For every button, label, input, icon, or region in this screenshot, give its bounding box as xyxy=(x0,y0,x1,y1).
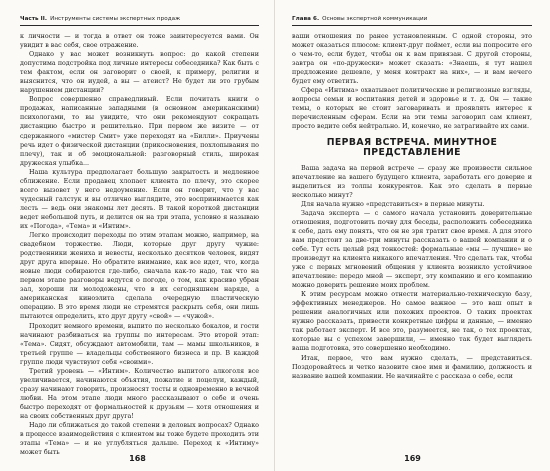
running-head-part: Часть II. xyxy=(20,16,48,22)
paragraph: Проходит немного времени, выпито по несколько бокалов, и гости начинают разбиваться на группы по интересам. Это второй этап: «Тема». Сидят, обсуждают автомобили, там — мамы школьников, в третьей группе — владельцы собственного бизнеса и пр. В каждой группе люди чувствуют себя «своими». xyxy=(20,322,259,366)
paragraph: Сфера «Интима» охватывает политические и религиозные взгляды, вопросы семьи и воспитания детей и здоровье и т. д. Он — такие темы, о которых не стоит заговаривать и проявлять интерес к перечисленным сферам. Если на эти темы заговорил сам клиент, просто ведите себя нейтрально. И, конечно, не затрагивайте их сами. xyxy=(292,87,532,131)
paragraph: Надо ли сближаться до такой степени в деловых вопросах? Однако в процессе взаимодействия с клиентом вы тоже будете проходить эти этапы «Тема» — и не углубляться дальше. Переход к «Интиму» может быть xyxy=(20,422,259,457)
paragraph: Для начала нужно «представиться» в первые минуты. xyxy=(301,200,485,208)
paragraph: Итак, первое, что вам нужно сделать, — представиться. Поздоровайтесь и четко назовите свое имя и фамилию, должность и название вашей компании. Не начинайте с рассказа о себе, если xyxy=(292,354,532,380)
paragraph: Наша культура предполагает большую закрытость и медленное сближение. Если продавец хлопает клиента по плечу, это скорее всего вызовет у него недоумение. Если он говорит, что у вас чудесный галстук и вы отлично выглядите, это воспринимается как лесть — ведь они знакомы лет десять. В такой короткой дистанции ведет небольшой путь, и делится он на три этапа, условно я называю их «Погода», «Тема» и «Интим». xyxy=(20,168,259,230)
paragraph: Однако у вас может возникнуть вопрос: до какой степени допустима подстройка под личные интересы собеседника? Как быть с тем фактом, если он заговорит о своей, к примеру, религии и выяснится, что он иудей, а вы — атеист? Не будет ли это грубым нарушением дистанции? xyxy=(20,51,259,95)
running-head-chapter: Глава 6. xyxy=(292,16,320,22)
right-page-body xyxy=(292,32,532,381)
right-page-body-top xyxy=(292,32,532,132)
paragraph: Третий уровень — «Интим». Количество выпитого алкоголя все увеличивается, начинаются объятия, пожатие и поцелуи, каждый, сразу начинают говорить, произносят тосты и одновременно в вечной любви. На этом этапе люди много рассказывают о себе и очень быстро переходят от формальностей к друзьям — хотя отношения и на своих собственных друг друга! xyxy=(20,367,259,420)
paragraph: Легко происходит переходы по этим этапам можно, например, на свадебном торжестве. Люди, которые друг другу чужие: родственники жениха и невесты, несколько десятков человек, видят друг друга впервые. Но обратите внимание, как все идет, что, когда новые люди собираются где-либо, сначала как-то надо, так что на первом этапе разговоры ведутся о погоде, о том, как красиво убран зал, хороши ли молодожены, что в их сегодняшнем наряде, а американская киноэлита сделала очередную пластическую операцию. В это время люди не стремятся раскрыть себя, они лишь пытаются определить, кто друг другу «свой» — «чужой». xyxy=(20,232,259,321)
running-head-right xyxy=(292,0,532,26)
paragraph: Задача эксперта — с самого начала установить доверительные отношения, подготовить почву для беседы, расположить собеседника к себе, дать ему понять, что он не зря тратит свое время. А для этого вам предстоит за две-три минуты рассказать о вашей компании и о себе. Тут есть целый ряд тонкостей: формальные «мы — лучшие» не произведут на клиента никакого впечатления. Что сделать так, чтобы уже с первых мгновений общения у клиента возникло устойчивое впечатление: передо мной — эксперт, эту компанию и его компанию можно доверить решение моих проблем. xyxy=(292,209,532,290)
page-number-right: 169 xyxy=(404,454,421,463)
running-head-left xyxy=(20,0,259,26)
paragraph: ваши отношения по ранее установленным. С одной стороны, это может оказаться плюсом: клиент-друг поймет, если вы попросите его о чем-то, если будет, чтобы он к вам привязан. С другой стороны, завтра он «по-дружески» может сказать: «Знаешь, я тут нашел предложение дешевле, у меня контракт на них», — и вам нечего будет ему ответить. xyxy=(292,33,532,86)
page-number-left: 168 xyxy=(129,454,146,463)
paragraph: Ваша задача на первой встрече — сразу же произвести сильное впечатление на вашего будущего клиента, заработать его доверие и выделиться из толпы конкурентов. Как это сделать в первые несколько минут? xyxy=(292,164,532,199)
paragraph: К этим ресурсам можно отнести материально-техническую базу, эффективных менеджеров. Но самое важное — это ваш опыт в решении аналогичных или похожих проектов. О таких проектах нужно рассказать, привести конкретные цифры и данные, — именно так работает эксперт. И все это, разумеется, не так, о тех проектах, которые вы с успехом завершили, — именно так будет выглядеть ваша подготовка, это совершенно необходимо. xyxy=(292,291,532,353)
paragraph: к личности — и тогда в ответ он тоже заинтересуется вами. Он увидит в вас себя, свое отражение. xyxy=(20,33,259,50)
paragraph: Вопрос совершенно справедливый. Если почитать книги о продажах, написанные западными (в основном американскими) психологами, то вы увидите, что они рекомендуют сокращать дистанцию быстро и решительно. При первом же визите — от сдержанного «мистер Смит» уже переходят на «Билли». Приучены речь идет о физической дистанции (прикосновения, похлопывания по плечу), так и об эмоциональной: разговорный стиль, широкая дружеская улыбка... xyxy=(20,96,259,167)
right-page-body-bottom xyxy=(292,164,532,381)
running-head-title: Основы экспертной коммуникации xyxy=(322,16,428,22)
running-head-title: Инструменты системы экспертных продаж xyxy=(50,16,181,22)
left-page-body xyxy=(20,32,259,457)
section-title: ПЕРВАЯ ВСТРЕЧА. МИНУТНОЕ ПРЕДСТАВЛЕНИЕ xyxy=(326,136,498,159)
right-page xyxy=(275,0,550,471)
